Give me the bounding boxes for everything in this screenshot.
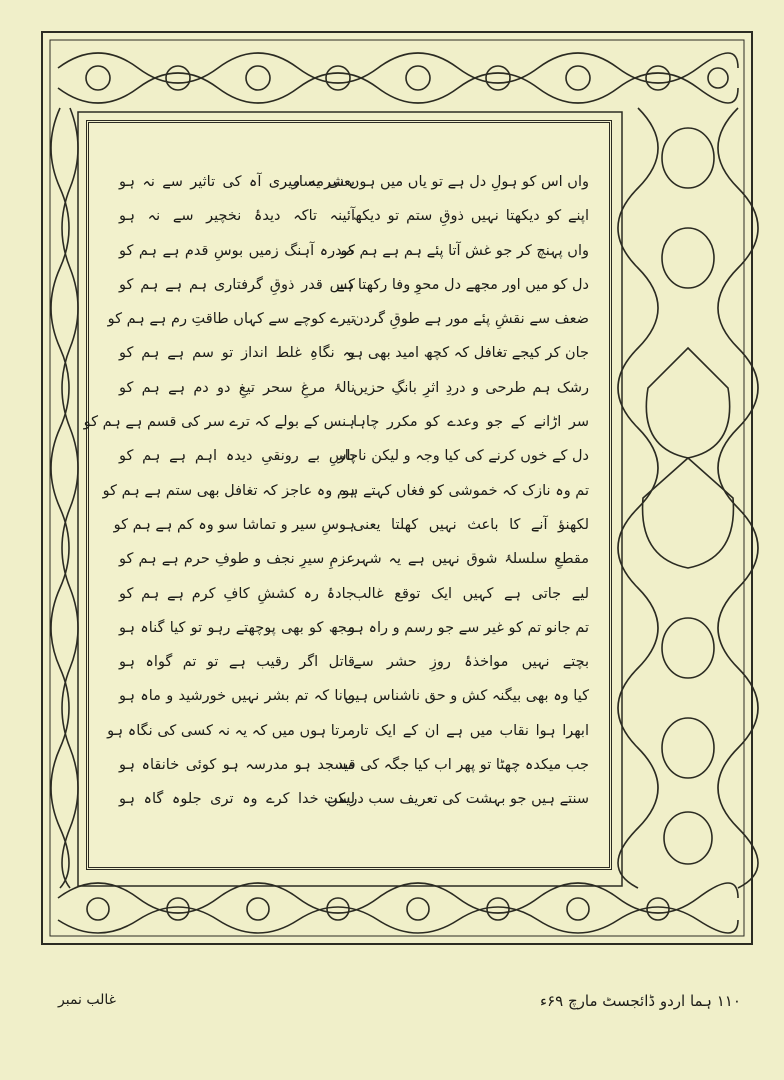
verse-line-right: مقطعِ سلسلۂ شوق نہیں ہے یہ شہر <box>353 551 589 568</box>
verse-line-left: تیرے کوچے سے کہاں طاقتِ رم ہے ہم کو <box>107 311 355 328</box>
verse-line-right: لیے جاتی ہے کہیں ایک توقع غالب <box>353 585 589 602</box>
verse-line-right: جان کر کیجے تغافل کہ کچھ امید بھی ہو <box>347 345 589 362</box>
verse-line-right: دل کے خوں کرنے کی کیا وجہ و لیکن ناچار <box>337 448 589 465</box>
verse-line-left: عزمِ سیرِ نجف و طوفِ حرم ہے ہم کو <box>119 551 355 568</box>
verse-line-right: سنتے ہیں جو بہشت کی تعریف سب درست <box>323 791 589 808</box>
verse-line-left: ہنس کے بولے کہ ترے سر کی قسم ہے ہم کو <box>83 414 355 431</box>
verse-line-right: اپنے کو دیکھتا نہیں ذوقِ ستم تو دیکھ <box>353 208 589 225</box>
verse-line-left: آئینہ تاکہ دیدۂ نخچیر سے نہ ہو <box>119 208 355 225</box>
footer-page-info: ۱۱۰ ہما اردو ڈائجسٹ مارچ ۶۹ء <box>540 992 741 1010</box>
verse-line-right: واں پہنچ کر جو غش آتا پئے ہم ہے ہم کو <box>340 242 589 259</box>
verse-line-left: لیکن خدا کرے وہ تری جلوہ گاہ ہو <box>119 791 355 808</box>
verse-line-left: مجھ کو بھی پوچھتے رہو تو کیا گناہ ہو <box>119 619 355 636</box>
verse-line-left: مرتا ہوں میں کہ یہ نہ کسی کی نگاہ ہو <box>107 722 355 739</box>
verse-line-left: مسجد ہو مدرسہ ہو کوئی خانقاہ ہو <box>119 757 355 774</box>
verse-line-right: واں اس کو ہولِ دل ہے تو یاں میں ہوں شرمسار <box>291 174 589 190</box>
verse-line-right: ضعف سے نقشِ پئے مور ہے طوقِ گردن <box>353 311 589 328</box>
verse-line-left: صدرہ آہنگ زمیں بوسِ قدم ہے ہم کو <box>119 242 355 259</box>
verse-line-left: نالۂ مرغِ سحر تیغِ دو دم ہے ہم کو <box>119 379 355 396</box>
verse-line-left: مانا کہ تم بشر نہیں خورشید و ماہ ہو <box>119 688 355 705</box>
verse-line-right: بچتے نہیں مواخذۂ روزِ حشر سے <box>353 654 589 671</box>
verse-line-right: دل کو میں اور مجھے دل محوِ وفا رکھتا ہے <box>336 276 589 293</box>
verse-line-left: ہوسِ سیر و تماشا سو وہ کم ہے ہم کو <box>113 516 355 533</box>
verse-line-right: کیا وہ بھی بیگنہ کش و حق ناشناس ہیں <box>344 688 589 705</box>
verse-line-left: پاسِ بے رونقیِ دیدہ اہم ہے ہم کو <box>119 448 355 465</box>
verse-line-left: ہم وہ عاجز کہ تغافل بھی ستم ہے ہم کو <box>102 482 355 499</box>
verse-line-left: یہ نگاہِ غلط انداز تو سم ہے ہم کو <box>119 345 355 362</box>
poem-left-column <box>83 165 355 817</box>
verse-line-right: جب میکدہ چھٹا تو پھر اب کیا جگہ کی قید <box>336 757 589 774</box>
verse-line-left: جادۂ رہ کششِ کافِ کرم ہے ہم کو <box>119 585 355 602</box>
footer-issue-label: غالب نمبر <box>58 992 116 1008</box>
verse-line-left: قاتل اگر رقیب ہے تو تم گواہ ہو <box>119 654 355 671</box>
verse-line-right: ابھرا ہوا نقاب میں ہے ان کے ایک تار <box>353 722 589 739</box>
verse-line-left: یعنی یہ میری آہ کی تاثیر سے نہ ہو <box>119 174 355 190</box>
verse-line-right: رشک ہم طرحی و دردِ اثرِ بانگِ حزیں <box>353 379 589 396</box>
poem-right-column <box>291 165 589 817</box>
poem-panel <box>83 120 612 870</box>
verse-line-right: تم جانو تم کو غیر سے جو رسم و راہ ہو <box>347 619 589 636</box>
verse-line-left: کس قدر ذوقِ گرفتاری ہم ہے ہم کو <box>119 276 355 293</box>
verse-line-right: لکھنؤ آنے کا باعث نہیں کھلتا یعنی <box>353 516 589 533</box>
verse-line-right: تم وہ نازک کہ خموشی کو فغاں کہتے ہو <box>342 482 589 499</box>
verse-line-right: سر اڑانے کے جو وعدے کو مکرر چاہا <box>353 414 589 431</box>
